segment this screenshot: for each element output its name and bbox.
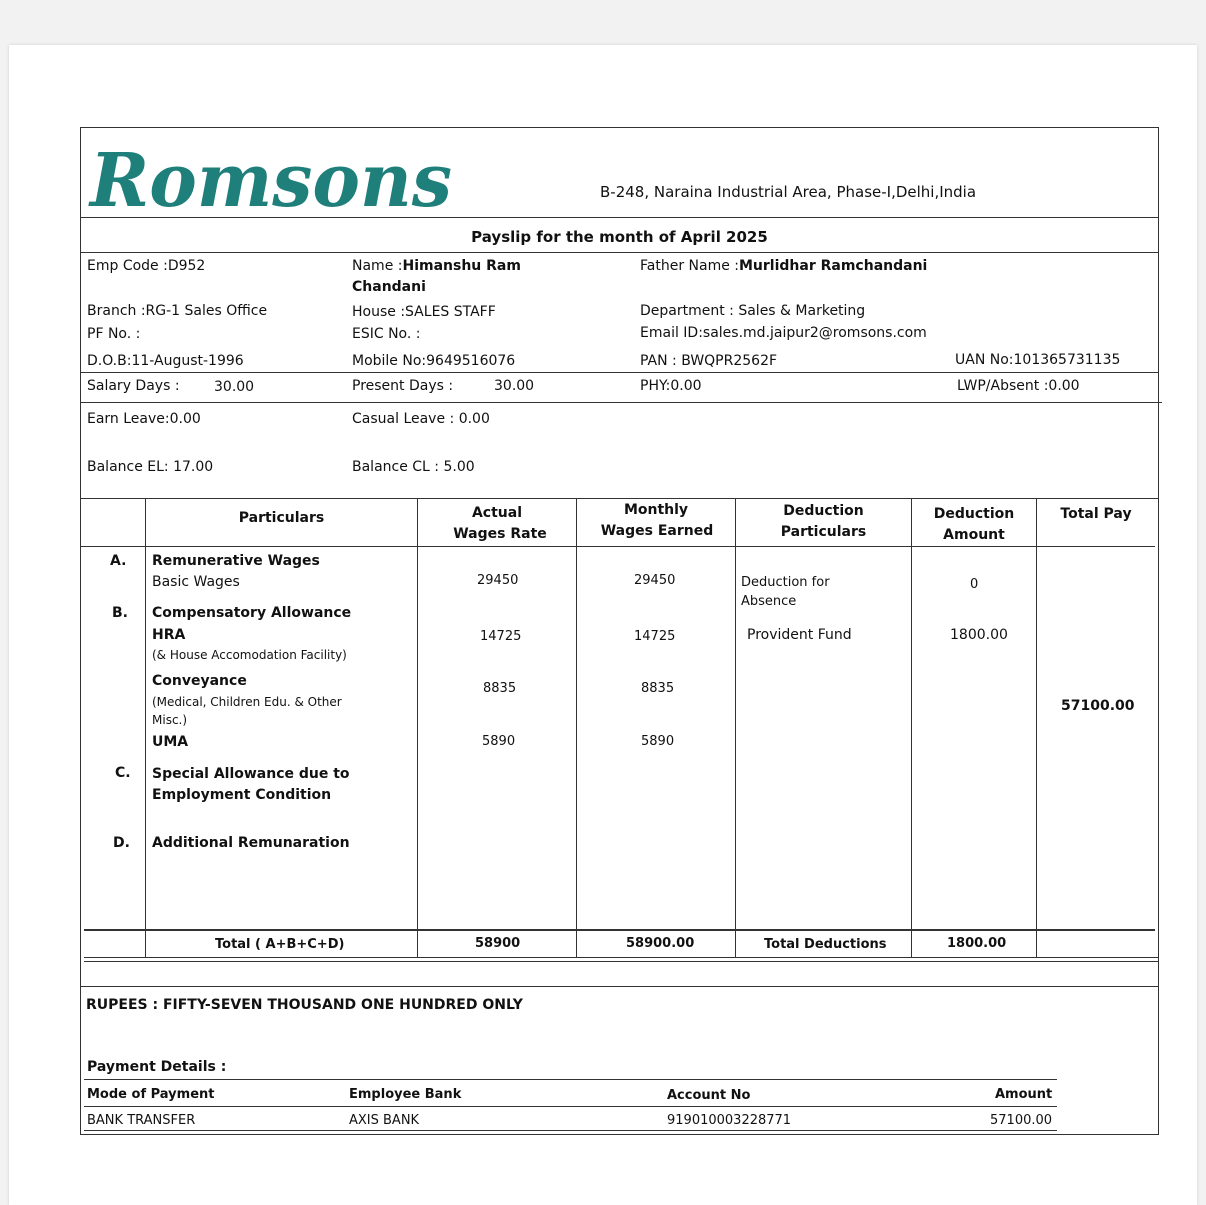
col-divider [1036, 498, 1037, 957]
payment-row-bottom [84, 1130, 1057, 1131]
amount-in-words: RUPEES : FIFTY-SEVEN THOUSAND ONE HUNDRED ONLY [86, 997, 523, 1013]
divider [80, 252, 1159, 253]
conveyance-label: Conveyance [152, 673, 247, 689]
total-deductions-amount: 1800.00 [947, 936, 1007, 951]
emp-code: Emp Code :D952 [87, 258, 206, 274]
uan: UAN No:101365731135 [955, 352, 1121, 368]
payment-header-amount: Amount [995, 1087, 1053, 1102]
totals-bottom-border-2 [84, 961, 1159, 962]
payment-header-bottom [84, 1106, 1057, 1107]
header-actual-1: Actual [471, 505, 523, 521]
total-label: Total ( A+B+C+D) [215, 937, 345, 952]
lwp-absent: LWP/Absent :0.00 [957, 378, 1080, 394]
totals-top-border [84, 929, 1155, 931]
dob: D.O.B:11-August-1996 [87, 353, 244, 369]
esic-number: ESIC No. : [352, 326, 421, 342]
header-ded-amt-2: Amount [943, 527, 1005, 543]
company-address: B-248, Naraina Industrial Area, Phase-I,Delhi,India [600, 183, 977, 201]
father-name: Father Name :Murlidhar Ramchandani [640, 258, 928, 274]
header-monthly-2: Wages Earned [600, 523, 714, 539]
total-deductions-label: Total Deductions [764, 937, 887, 952]
deduction-absence-1: Deduction for [741, 575, 830, 590]
pan: PAN : BWQPR2562F [640, 353, 778, 369]
col-divider [417, 498, 418, 957]
salary-days-value: 30.00 [214, 379, 255, 395]
section-a-letter: A. [110, 553, 127, 569]
payslip-title: Payslip for the month of April 2025 [471, 228, 768, 246]
payment-account: 919010003228771 [667, 1113, 792, 1128]
deduction-pf: Provident Fund [747, 627, 852, 643]
frame-right [1158, 127, 1159, 1135]
header-ded-part-2: Particulars [780, 524, 867, 540]
header-particulars: Particulars [238, 510, 325, 526]
payment-header-mode: Mode of Payment [87, 1087, 215, 1102]
pf-number: PF No. : [87, 326, 141, 342]
section-d-letter: D. [113, 835, 130, 851]
total-earned: 58900.00 [626, 936, 695, 951]
header-total-pay: Total Pay [1060, 506, 1132, 522]
divider [80, 402, 1162, 403]
payment-header-top [84, 1079, 1057, 1080]
basic-rate: 29450 [477, 573, 519, 588]
deduction-pf-amount: 1800.00 [950, 627, 1008, 643]
table-top-border [80, 498, 1159, 499]
header-ded-part-1: Deduction [783, 503, 864, 519]
earn-leave: Earn Leave:0.00 [87, 411, 201, 427]
present-days-value: 30.00 [494, 378, 535, 394]
section-b-letter: B. [112, 605, 128, 621]
section-a-title: Remunerative Wages [152, 553, 320, 569]
divider [80, 986, 1159, 987]
payment-amount: 57100.00 [990, 1113, 1053, 1128]
payment-details-title: Payment Details : [87, 1059, 227, 1075]
uma-rate: 5890 [482, 734, 516, 749]
totals-bottom-border [84, 957, 1159, 958]
col-divider [735, 498, 736, 957]
house: House :SALES STAFF [352, 304, 496, 320]
conveyance-rate: 8835 [483, 681, 517, 696]
present-days-label: Present Days : [352, 378, 454, 394]
hra-note: (& House Accomodation Facility) [152, 648, 347, 662]
casual-leave: Casual Leave : 0.00 [352, 411, 490, 427]
payment-mode: BANK TRANSFER [87, 1113, 196, 1128]
department: Department : Sales & Marketing [640, 303, 866, 319]
col-divider [145, 498, 146, 957]
emp-name-line2: Chandani [352, 279, 426, 295]
uma-earned: 5890 [641, 734, 675, 749]
deduction-absence-amount: 0 [970, 577, 979, 592]
header-ded-amt-1: Deduction [933, 506, 1015, 522]
company-logo [88, 140, 454, 212]
header-monthly-1: Monthly [623, 502, 689, 518]
phy: PHY:0.00 [640, 378, 702, 394]
emp-name: Name :Himanshu Ram [352, 258, 521, 274]
payment-bank: AXIS BANK [349, 1113, 420, 1128]
email: Email ID:sales.md.jaipur2@romsons.com [640, 325, 927, 341]
basic-earned: 29450 [634, 573, 676, 588]
payment-header-bank: Employee Bank [349, 1087, 462, 1102]
col-divider [576, 498, 577, 957]
conveyance-earned: 8835 [641, 681, 675, 696]
conveyance-note-2: Misc.) [152, 713, 188, 727]
table-header-border [80, 546, 1155, 547]
frame-top [80, 127, 1159, 128]
balance-el: Balance EL: 17.00 [87, 459, 214, 475]
section-d-title: Additional Remunaration [152, 835, 350, 851]
deduction-absence-2: Absence [741, 594, 797, 609]
hra-earned: 14725 [634, 629, 676, 644]
hra-rate: 14725 [480, 629, 522, 644]
branch: Branch :RG-1 Sales Office [87, 303, 268, 319]
mobile: Mobile No:9649516076 [352, 353, 516, 369]
frame-bottom [80, 1134, 1159, 1135]
header-actual-2: Wages Rate [453, 526, 547, 542]
frame-left [80, 127, 81, 1135]
logo-text: Romsons [88, 140, 452, 212]
col-divider [911, 498, 912, 957]
payment-header-account: Account No [667, 1088, 751, 1103]
salary-days-label: Salary Days : [87, 378, 180, 394]
balance-cl: Balance CL : 5.00 [352, 459, 475, 475]
section-c-title-1: Special Allowance due to [152, 766, 350, 782]
uma-label: UMA [152, 734, 189, 750]
section-c-title-2: Employment Condition [152, 787, 332, 803]
divider [80, 372, 1159, 373]
page-background [9, 45, 1197, 1205]
divider [80, 217, 1159, 218]
conveyance-note-1: (Medical, Children Edu. & Other [152, 695, 342, 709]
total-rate: 58900 [475, 936, 521, 951]
total-pay-value: 57100.00 [1061, 698, 1135, 714]
section-b-title: Compensatory Allowance [152, 605, 352, 621]
section-c-letter: C. [115, 765, 131, 781]
hra-label: HRA [152, 627, 186, 643]
basic-wages-label: Basic Wages [152, 574, 240, 590]
